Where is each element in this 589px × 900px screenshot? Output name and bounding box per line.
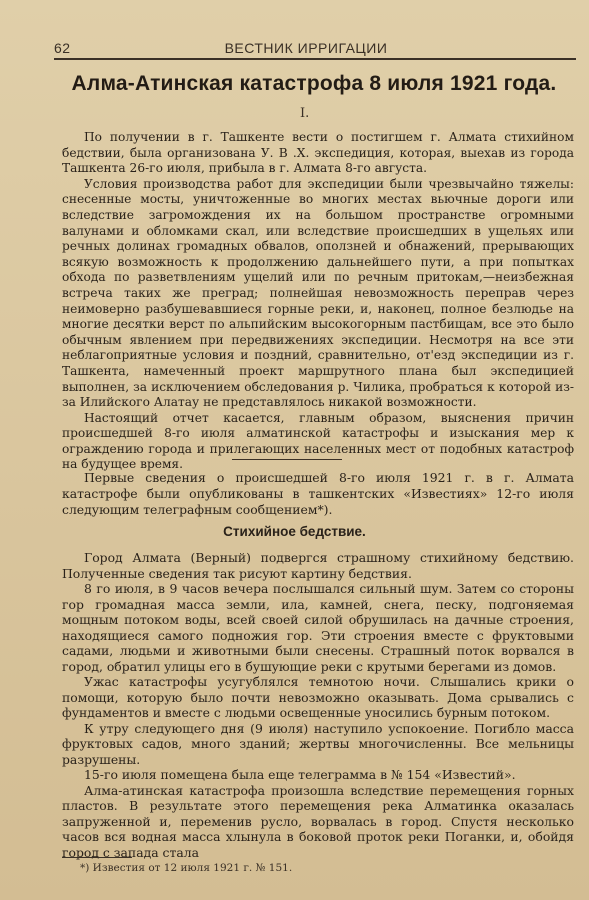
paragraph: К утру следующего дня (9 июля) наступило успокоение. Погибло масса фруктовых садов, много зданий; жертвы многочисленны. Все мельницы разрушены. — [62, 720, 574, 767]
paragraph: 15-го июля помещена была еще телеграмма в № 154 «Известий». — [84, 767, 516, 782]
paragraph: 8 го июля, в 9 часов вечера послышался сильный шум. Затем со стороны гор громадная масса земли, ила, камней, снега, песку, подгоняемая мощным потоком воды, всей своей силой обрушилась на дачные строения, находящиеся самого подножия гор. Эти строения вместе с фруктовыми садами, людьми и животными были снесены. Страшный поток ворвался в город, обратил улицы его в бушующие реки с крутыми берегами из домов. — [62, 581, 574, 674]
paragraph: По получении в г. Ташкенте вести о постигшем г. Алмата стихийном бедствии, была организована У. В .Х. экспедиция, которая, выехав из города Ташкента 26-го июля, прибыла в г. Алмата 8-го августа. — [62, 130, 574, 176]
paragraph: Город Алмата (Верный) подвергся страшному стихийному бедствию. Полученные сведения так рисуют картину бедствия. — [62, 550, 574, 581]
disaster-text — [62, 550, 574, 860]
running-header — [54, 40, 574, 56]
section-subtitle: Стихийное бедствие. — [223, 524, 366, 539]
article-title: Алма-Атинская катастрофа 8 июля 1921 года. — [71, 72, 557, 95]
paragraph: Настоящий отчет касается, главным образом, выяснения причин происшедшей 8-го июля алматинской катастрофы и изыскания мер к ограждению города и прилегающих населенных мест от подобных катастроф на будущее время. — [62, 410, 574, 472]
paragraph: Первые сведения о происшедшей 8-го июля 1921 г. в г. Алмата катастрофе были опубликованы в ташкентских «Известиях» 12-го июля следующим телеграфным сообщением*). — [62, 470, 574, 518]
header-rule — [54, 58, 576, 60]
paragraph: Условия производства работ для экспедиции были чрезвычайно тяжелы: снесенные мосты, уничтоженные во многих местах вьючные дороги или вследствие загромождения их на большом пространстве огромными валунами и обломками скал, или вследствие происшедших в ущельях или речных долинах громадных обвалов, оползней и обнажений, прерывающих всякую возможность к продолжению дальнейшего пути, а при попытках обхода по разветвлениям ущелий или по речным притокам,—неизбежная встреча таких же преград; полнейшая невозможность переправ через неимоверно разбушевавшиеся горные реки, и, наконец, полное безлюдье на многие десятки верст по альпийским высокогорным пастбищам, все это было обычным явлением при передвижениях экспедиции. Несмотря на все эти неблагоприятные условия и поздний, сравнительно, от'езд экспедиции из г. Ташкента, намеченный проект маршрутного плана был экспедицией выполнен, за исключением обследования р. Чилика, пробраться к которой из-за Илийского Алатау не представлялось никакой возможности. — [62, 176, 574, 410]
intro-text — [62, 130, 574, 473]
section-number: I. — [300, 106, 310, 121]
page-number: 62 — [54, 40, 71, 56]
paragraph: Алма-атинская катастрофа произошла вследствие перемещения горных пластов. В результате этого перемещения река Алматинка оказалась запруженной и, переменив русло, ворвалась в город. Спустя несколько часов вся водная масса хлынула в боковой проток реки Поганки, и, обойдя город с запада стала — [62, 782, 574, 860]
footnote: *) Известия от 12 июля 1921 г. № 151. — [80, 862, 293, 874]
footnote-rule — [62, 857, 132, 858]
paragraph: Ужас катастрофы усугублялся темнотою ночи. Слышались крики о помощи, которую было почти невозможно оказывать. Дома срывались с фундаментов и вместе с людьми освещенные уносились бурным потоком. — [62, 674, 574, 720]
section-divider — [232, 459, 342, 460]
report-text — [62, 470, 574, 519]
journal-title: ВЕСТНИК ИРРИГАЦИИ — [224, 40, 388, 56]
